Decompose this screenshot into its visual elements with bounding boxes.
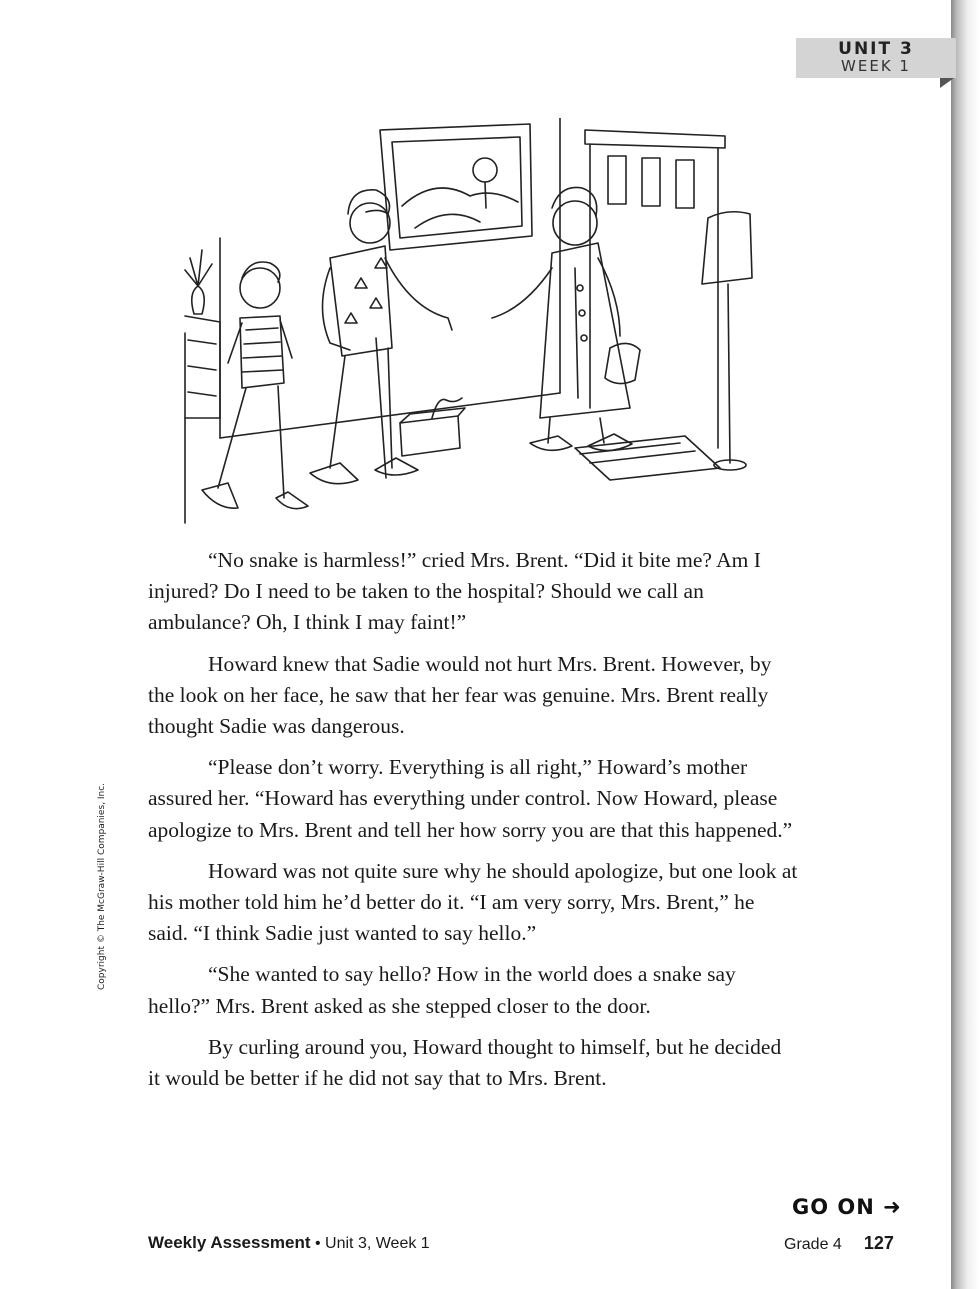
story-paragraph: Howard was not quite sure why he should apologize, but one look at his mother told him he’d better do it. “I am very sorry, Mrs. Brent,” he said. “I think Sadie just wanted to say hello.” xyxy=(148,858,798,946)
story-paragraph: Howard knew that Sadie would not hurt Mrs. Brent. However, by the look on her face, he saw that her fear was genuine. Mrs. Brent really thought Sadie was dangerous. xyxy=(148,651,772,739)
unit-label: UNIT 3 xyxy=(838,39,914,59)
story-paragraph: By curling around you, Howard thought to himself, but he decided it would be better if he did not say that to Mrs. Brent. xyxy=(148,1034,782,1091)
week-label: WEEK 1 xyxy=(841,57,911,75)
footer-grade: Grade 4 xyxy=(784,1236,842,1253)
unit-tab xyxy=(796,38,956,78)
tab-notch xyxy=(940,78,954,88)
story-paragraph: “No snake is harmless!” cried Mrs. Brent. “Did it bite me? Am I injured? Do I need to be taken to the hospital? Should we call an ambulance? Oh, I think I may faint!” xyxy=(148,548,761,635)
page-number: 127 xyxy=(863,1233,894,1253)
go-on-label: GO ON ➜ xyxy=(792,1195,902,1219)
footer-unit-week: Unit 3, Week 1 xyxy=(325,1235,430,1252)
story-illustration xyxy=(180,118,755,526)
story-paragraph: “Please don’t worry. Everything is all right,” Howard’s mother assured her. “Howard has everything under control. Now Howard, please apologize to Mrs. Brent and tell her how sorry you are that this happened.” xyxy=(148,755,793,842)
footer-assessment xyxy=(148,1233,430,1253)
story-text xyxy=(148,545,798,1104)
footer-page-info xyxy=(784,1233,894,1254)
copyright-notice: Copyright © The McGraw-Hill Companies, Inc. xyxy=(97,782,107,990)
footer-bullet: • xyxy=(310,1235,326,1252)
page-edge xyxy=(937,0,979,1289)
story-paragraph: “She wanted to say hello? How in the world does a snake say hello?” Mrs. Brent asked as she stepped closer to the door. xyxy=(148,962,736,1018)
footer-title: Weekly Assessment xyxy=(148,1233,311,1252)
